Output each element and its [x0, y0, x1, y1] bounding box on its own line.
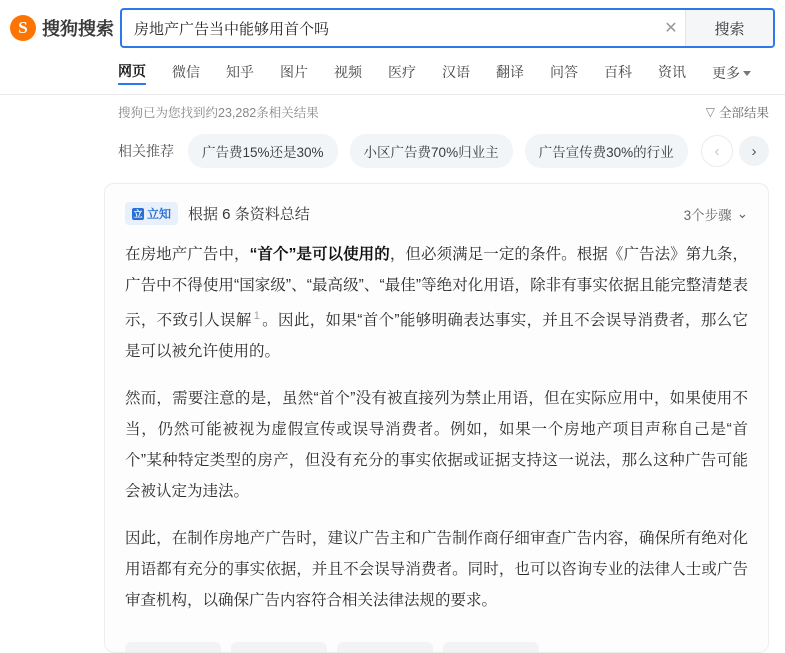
- clear-icon[interactable]: ✕: [664, 20, 678, 37]
- ai-answer-header: [125, 200, 748, 239]
- body-text: 因此，在制作房地产广告时，建议广告主和广告制作商仔细审查广告内容，确保所有绝对化用语都有充分的事实依据，并且不会误导消费者。同时，也可以咨询专业的法律人士或广告审查机构，以确保广告内容符合相关法律法规的要求。: [125, 530, 748, 610]
- body-text: 然而，需要注意的是，虽然“首个”没有被直接列为禁止用语，但在实际应用中，如果使用不当，仍然可能被视为虚假宣传或误导消费者。例如，如果一个房地产项目声称自己是“首个”某种特定类型的房产，但没有充分的事实依据或证据支持这一说法，那么这种广告可能会被认定为违法。: [125, 390, 748, 501]
- chevron-right-icon[interactable]: ›: [739, 136, 769, 166]
- source-pill-4[interactable]: [443, 642, 539, 652]
- tab-chinese[interactable]: 汉语: [442, 64, 470, 80]
- related-chip-3[interactable]: 广告宣传费30%的行业: [525, 134, 688, 168]
- emphasis-text: “首个”是可以使用的: [249, 246, 390, 263]
- vertical-nav: [0, 56, 785, 90]
- tab-news[interactable]: 资讯: [658, 64, 686, 80]
- search-input[interactable]: [122, 10, 657, 46]
- page-header: [0, 0, 785, 56]
- tab-translate[interactable]: 翻译: [496, 64, 524, 80]
- result-meta-row: [0, 95, 785, 129]
- all-results-filter-label: 全部结果: [718, 106, 769, 120]
- source-pill-1[interactable]: [125, 642, 221, 652]
- all-results-filter[interactable]: [706, 103, 769, 121]
- related-chip-2[interactable]: 小区广告费70%归业主: [350, 134, 513, 168]
- tab-zhihu[interactable]: 知乎: [226, 64, 254, 80]
- ai-answer-body: [125, 239, 748, 616]
- body-text: 。因此，如果“首个”能够明确表达事实，并且不会误导消费者，那么它是可以被允许使用的。: [125, 312, 748, 361]
- tab-qa[interactable]: 问答: [550, 64, 578, 80]
- tab-more-label: 更多: [712, 65, 740, 81]
- chevron-down-icon: ⌄: [736, 205, 748, 221]
- result-count: 搜狗已为您找到约23,282条相关结果: [118, 106, 319, 120]
- related-suggestions: [0, 129, 785, 173]
- body-text: 在房地产广告中，: [125, 246, 250, 263]
- related-chip-1[interactable]: 广告费15%还是30%: [188, 134, 338, 168]
- chevron-left-icon[interactable]: ‹: [701, 135, 733, 167]
- tab-baike[interactable]: 百科: [604, 64, 632, 80]
- related-pager: [701, 135, 769, 167]
- source-pill-2[interactable]: [231, 642, 327, 652]
- source-pill-3[interactable]: [337, 642, 433, 652]
- lizhi-badge-icon: 立: [133, 208, 143, 219]
- body-text: ，但必须满足一定的条件。根据《广告法》第九条，广告中不得使用“国家级”、“最高级”、“最佳”等绝对化用语，除非有事实依据且能完整清楚表示，不致引人误解: [125, 246, 748, 330]
- search-bar: [120, 8, 775, 48]
- related-label: 相关推荐: [118, 143, 174, 159]
- tab-video[interactable]: 视频: [334, 64, 362, 80]
- ai-answer-source: 根据 6 条资料总结: [188, 206, 310, 223]
- sogou-logo-text: 搜狗搜索: [42, 19, 114, 39]
- ai-answer-card: [104, 183, 769, 653]
- search-button[interactable]: 搜索: [685, 10, 773, 46]
- ai-answer-paragraph-2: [125, 383, 748, 507]
- tab-medical[interactable]: 医疗: [388, 64, 416, 80]
- lizhi-badge[interactable]: [125, 202, 178, 225]
- lizhi-badge-label: 立知: [147, 207, 172, 221]
- tab-more[interactable]: [712, 63, 751, 83]
- ai-answer-paragraph-3: [125, 523, 748, 616]
- sogou-logo-icon: [10, 15, 36, 41]
- sogou-logo[interactable]: [10, 15, 114, 41]
- citation-marker[interactable]: 1: [253, 310, 260, 322]
- ai-answer-paragraph-1: [125, 239, 748, 367]
- filter-icon: ▽: [705, 105, 715, 119]
- tab-webpage[interactable]: 网页: [118, 61, 146, 85]
- ai-answer-steps-toggle[interactable]: [684, 204, 748, 224]
- ai-answer-steps-label: 3个步骤: [683, 207, 732, 223]
- tab-images[interactable]: 图片: [280, 64, 308, 80]
- ai-answer-source-strip: [125, 642, 748, 652]
- tab-wechat[interactable]: 微信: [172, 64, 200, 80]
- chevron-down-icon: [743, 71, 751, 76]
